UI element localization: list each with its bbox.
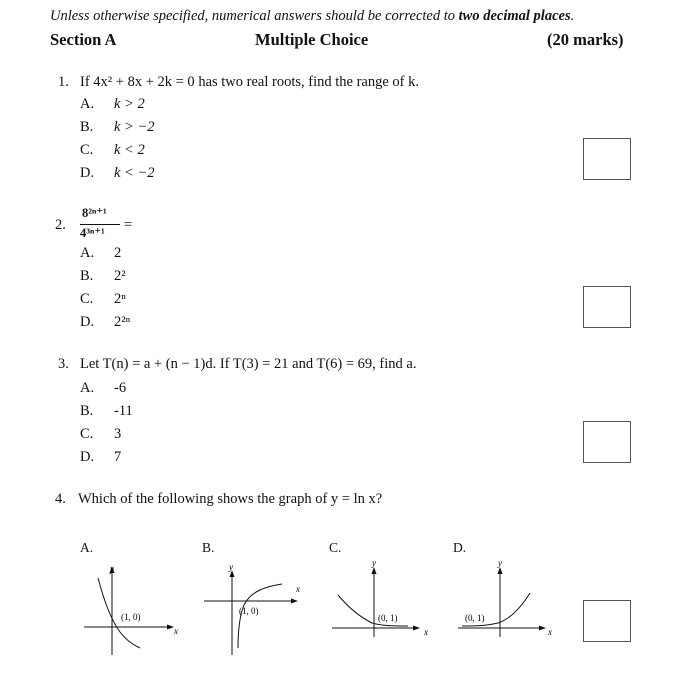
q2-option-b-letter: B.	[80, 268, 94, 284]
graph-b-curve	[238, 584, 282, 648]
question-1-if: If	[80, 74, 94, 90]
q3-answer-box[interactable]	[583, 421, 631, 463]
graph-d-letter: D.	[453, 540, 467, 555]
instructions-text: Unless otherwise specified, numerical answers should be corrected to	[50, 8, 459, 24]
graph-d-y-arrow	[498, 567, 503, 574]
question-2-denominator: 4³ⁿ⁺¹	[80, 226, 105, 240]
question-4-number: 4.	[55, 491, 66, 507]
question-2-numerator: 8²ⁿ⁺¹	[82, 206, 107, 220]
graph-c-x-label: x	[424, 627, 428, 637]
q2-option-d-letter: D.	[80, 314, 95, 330]
q3-option-b-letter: B.	[80, 403, 94, 419]
q2-option-c-text: 2ⁿ	[114, 291, 126, 307]
q1-option-c-letter: C.	[80, 142, 94, 158]
section-type: Multiple Choice	[255, 30, 369, 49]
graph-d-x-label: x	[548, 627, 552, 637]
graph-a-point-label: (1, 0)	[121, 612, 141, 622]
instructions-end: .	[570, 8, 575, 24]
q2-option-c-letter: C.	[80, 291, 94, 307]
q3-option-c-text: 3	[114, 426, 122, 442]
section-title: Section A	[50, 30, 117, 49]
graph-a-x-label: x	[174, 626, 178, 636]
q2-answer-box[interactable]	[583, 286, 631, 328]
q2-option-d-text: 2²ⁿ	[114, 314, 131, 330]
q2-option-a-letter: A.	[80, 245, 95, 261]
q1-option-b-text: k > −2	[114, 119, 155, 135]
graph-d-x-arrow	[539, 626, 546, 631]
q3-option-a-text: -6	[114, 380, 127, 396]
graph-b-x-label: x	[296, 584, 300, 594]
graph-c-x-arrow	[413, 626, 420, 631]
q3-option-b-text: -11	[114, 403, 133, 419]
graph-a-x-arrow	[167, 625, 174, 630]
q3-option-d-letter: D.	[80, 449, 95, 465]
question-1-text: has two real roots, find the range of k.	[194, 74, 419, 90]
graph-d-y-label: y	[498, 558, 502, 568]
graph-c-y-arrow	[372, 567, 377, 574]
graph-d-point-label: (0, 1)	[465, 613, 485, 623]
q3-option-c-letter: C.	[80, 426, 94, 442]
graph-b	[200, 560, 315, 660]
graph-c-letter: C.	[329, 540, 342, 555]
graph-a-y-label: y	[110, 564, 114, 574]
instructions	[50, 8, 574, 25]
graph-a	[80, 560, 190, 660]
q3-option-d-text: 7	[114, 449, 122, 465]
graph-d	[452, 555, 567, 655]
graph-c-point-label: (0, 1)	[378, 613, 398, 623]
q1-option-a-letter: A.	[80, 96, 95, 112]
question-1-number: 1.	[58, 74, 69, 90]
graph-c	[326, 555, 441, 655]
question-2-equals: =	[124, 217, 133, 233]
q1-option-c-text: k < 2	[114, 142, 145, 158]
q1-option-b-letter: B.	[80, 119, 94, 135]
graph-a-letter: A.	[80, 540, 94, 555]
graph-c-curve	[338, 595, 408, 626]
graph-b-letter: B.	[202, 540, 215, 555]
graph-b-point-label: (1, 0)	[239, 606, 259, 616]
q1-answer-box[interactable]	[583, 138, 631, 180]
q3-option-a-letter: A.	[80, 380, 95, 396]
q1-option-d-letter: D.	[80, 165, 95, 181]
section-marks: (20 marks)	[547, 30, 624, 49]
graph-b-y-label: y	[229, 562, 233, 572]
graph-c-y-label: y	[372, 558, 376, 568]
question-1-prompt	[80, 74, 419, 91]
question-4-prompt: Which of the following shows the graph of y = ln x?	[78, 491, 383, 507]
graph-b-x-arrow	[291, 599, 298, 604]
question-2-number: 2.	[55, 217, 66, 233]
question-3-number: 3.	[58, 356, 69, 372]
instructions-emphasis: two decimal places	[458, 8, 571, 24]
q4-answer-box[interactable]	[583, 600, 631, 642]
q2-option-a-text: 2	[114, 245, 122, 261]
q1-option-d-text: k < −2	[114, 165, 155, 181]
q1-option-a-text: k > 2	[114, 96, 145, 112]
question-1-equation: 4x² + 8x + 2k = 0	[93, 74, 195, 90]
question-3-prompt: Let T(n) = a + (n − 1)d. If T(3) = 21 and T(6) = 69, find a.	[80, 356, 417, 372]
q2-option-b-text: 2²	[114, 268, 126, 284]
